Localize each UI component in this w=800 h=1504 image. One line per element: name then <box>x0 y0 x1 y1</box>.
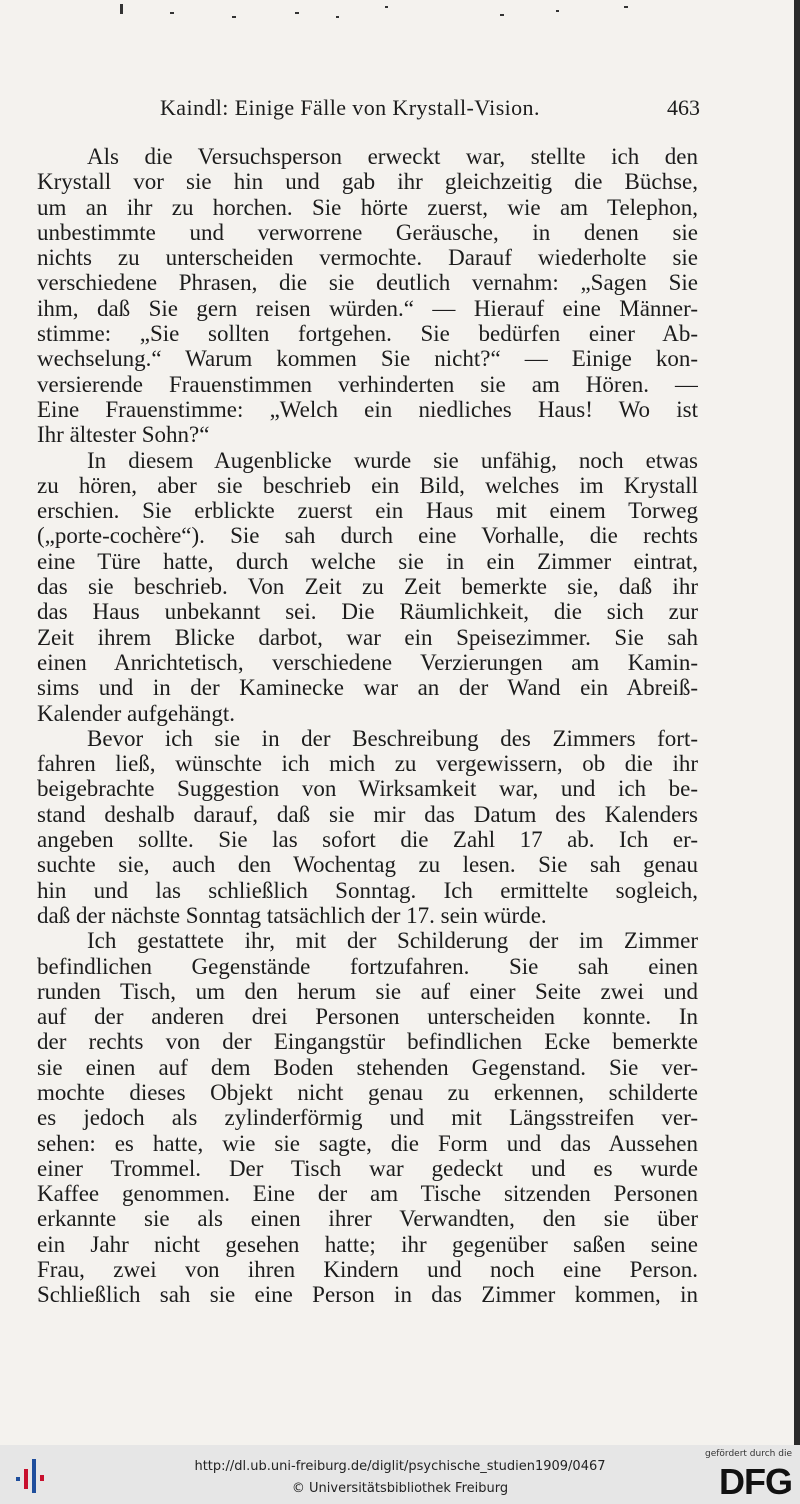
text-line: erkannte sie als einen ihrer Verwandten, den sie über <box>37 1206 698 1232</box>
text-line: Schließlich sah sie eine Person in das Zimmer kommen, in <box>37 1282 698 1308</box>
text-line: beigebrachte Suggestion von Wirksamkeit war, und ich be- <box>37 776 698 802</box>
text-line: Ihr ältester Sohn?“ <box>37 422 210 448</box>
text-line: Zeit ihrem Blicke darbot, war ein Speisezimmer. Sie sah <box>37 624 698 650</box>
running-head <box>160 95 700 125</box>
text-line: Frau, zwei von ihren Kindern und noch eine Person. <box>37 1257 698 1283</box>
body-text <box>37 144 698 1308</box>
viewer-footer <box>0 1445 800 1504</box>
text-line: stimme: „Sie sollten fortgehen. Sie bedürfen einer Ab- <box>37 321 698 347</box>
text-line: In diesem Augenblicke wurde sie unfähig, noch etwas <box>87 447 698 473</box>
text-line: verschiedene Phrasen, die sie deutlich vernahm: „Sagen Sie <box>37 270 698 296</box>
text-line: das sie beschrieb. Von Zeit zu Zeit bemerkte sie, daß ihr <box>37 574 698 600</box>
text-line: Krystall vor sie hin und gab ihr gleichzeitig die Büchse, <box>37 169 698 195</box>
text-line: unbestimmte und verworrene Geräusche, in denen sie <box>37 219 698 245</box>
page-number: 463 <box>667 95 700 120</box>
text-line: es jedoch als zylinderförmig und mit Längsstreifen ver- <box>37 1105 698 1131</box>
text-line: („porte-cochère“). Sie sah durch eine Vorhalle, die rechts <box>37 523 698 549</box>
dfg-logo-text: DFG <box>719 1461 792 1502</box>
text-line: fahren ließ, wünschte ich mich zu vergewissern, ob die ihr <box>37 751 698 777</box>
text-line: einer Trommel. Der Tisch war gedeckt und es wurde <box>37 1155 698 1181</box>
text-line: sehen: es hatte, wie sie sagte, die Form und das Aussehen <box>37 1130 698 1156</box>
text-line: hin und las schließlich Sonntag. Ich ermittelte sogleich, <box>37 877 698 903</box>
running-title: Kaindl: Einige Fälle von Krystall-Vision. <box>160 95 540 120</box>
text-line: Kalender aufgehängt. <box>37 700 235 726</box>
text-line: stand deshalb darauf, daß sie mir das Datum des Kalenders <box>37 801 698 827</box>
text-line: Als die Versuchsperson erweckt war, stellte ich den <box>87 144 698 169</box>
text-line: versierende Frauenstimmen verhinderten sie am Hören. — <box>37 371 698 397</box>
text-line: erschien. Sie erblickte zuerst ein Haus mit einem Torweg <box>37 498 698 524</box>
text-line: auf der anderen drei Personen unterscheiden konnte. In <box>37 1004 698 1030</box>
text-line: eine Türe hatte, durch welche sie in ein Zimmer eintrat, <box>37 548 698 574</box>
scan-edge-marks <box>0 0 800 40</box>
text-line: ihm, daß Sie gern reisen würden.“ — Hierauf eine Männer- <box>37 295 698 321</box>
dfg-logo <box>702 1449 792 1501</box>
text-line: einen Anrichtetisch, verschiedene Verzierungen am Kamin- <box>37 649 698 675</box>
text-line: sims und in der Kaminecke war an der Wand ein Abreiß- <box>37 675 698 701</box>
text-line: Ich gestattete ihr, mit der Schilderung der im Zimmer <box>87 928 698 954</box>
text-line: wechselung.“ Warum kommen Sie nicht?“ — Einige kon- <box>37 346 698 372</box>
text-line: zu hören, aber sie beschrieb ein Bild, welches im Krystall <box>37 472 698 498</box>
text-line: befindlichen Gegenstände fortzufahren. Sie sah einen <box>37 953 698 979</box>
text-line: nichts zu unterscheiden vermochte. Darauf wiederholte sie <box>37 245 698 271</box>
permalink-url[interactable]: http://dl.ub.uni-freiburg.de/diglit/psychische_studien1909/0467 <box>194 1459 606 1474</box>
text-line: ein Jahr nicht gesehen hatte; ihr gegenüber saßen seine <box>37 1231 698 1257</box>
funding-caption: gefördert durch die <box>705 1449 792 1459</box>
text-line: runden Tisch, um den herum sie auf einer Seite zwei und <box>37 978 698 1004</box>
text-line: angeben sollte. Sie las sofort die Zahl 17 ab. Ich er- <box>37 827 698 853</box>
text-line: mochte dieses Objekt nicht genau zu erkennen, schilderte <box>37 1079 698 1105</box>
text-line: Kaffee genommen. Eine der am Tische sitzenden Personen <box>37 1181 698 1207</box>
text-line: daß der nächste Sonntag tatsächlich der 17. sein würde. <box>37 902 547 928</box>
text-line: um an ihr zu horchen. Sie hörte zuerst, wie am Telephon, <box>37 194 698 220</box>
scan-page-edge <box>794 0 800 1445</box>
text-line: Eine Frauenstimme: „Welch ein niedliches Haus! Wo ist <box>37 396 698 422</box>
text-line: Bevor ich sie in der Beschreibung des Zimmers fort- <box>87 725 698 751</box>
text-line: suchte sie, auch den Wochentag zu lesen. Sie sah genau <box>37 852 698 878</box>
text-line: der rechts von der Eingangstür befindlichen Ecke bemerkte <box>37 1029 698 1055</box>
text-line: das Haus unbekannt sei. Die Räumlichkeit, die sich zur <box>37 599 698 625</box>
text-line: sie einen auf dem Boden stehenden Gegenstand. Sie ver- <box>37 1054 698 1080</box>
copyright-notice: © Universitätsbibliothek Freiburg <box>291 1481 509 1496</box>
